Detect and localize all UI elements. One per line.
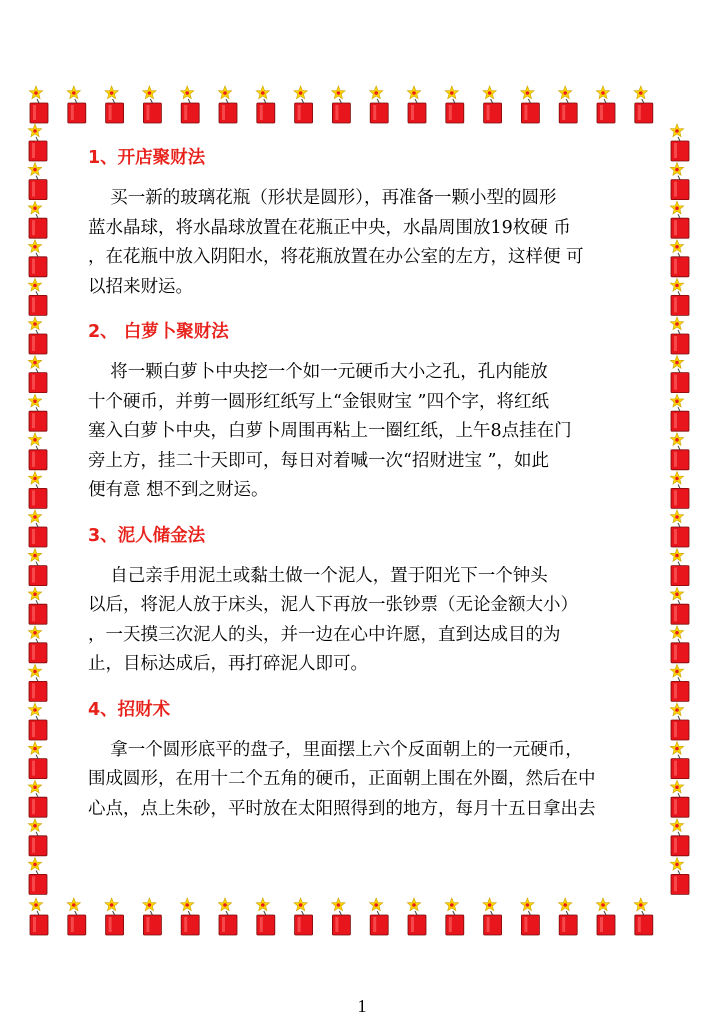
candle-icon [634,86,653,123]
candle-icon [28,587,47,624]
candle-icon [28,780,47,817]
candle-icon [28,549,47,586]
candle-icon [28,278,47,315]
paragraph-line: 拿一个圆形底平的盘子，里面摆上六个反面朝上的一元硬币， [88,739,583,760]
section-1 [88,146,644,302]
candle-icon [670,124,689,161]
candle-icon [28,124,47,161]
candle-icon [67,86,86,123]
candle-icon [670,819,689,856]
candle-icon [670,549,689,586]
paragraph-line: ，一天摸三次泥人的头，并一边在心中许愿，直到达成目的为 [88,624,561,645]
section-2 [88,320,644,506]
candle-icon [445,898,464,935]
candle-icon [28,703,47,740]
candle-icon [670,317,689,354]
candle-icon [28,240,47,277]
candle-icon [670,163,689,200]
candle-icon [634,898,653,935]
candle-icon [28,201,47,238]
paragraph [88,358,644,506]
candle-icon [670,201,689,238]
candle-icon [256,898,275,935]
candle-icon [105,86,124,123]
candle-icon [28,163,47,200]
paragraph-line: 便有意 想不到之财运。 [88,480,269,500]
paragraph-line: 买一新的玻璃花瓶（形状是圆形），再准备一颗小型的圆形 [88,188,557,208]
paragraph-line: 十个硬币，并剪一圆形红纸写上“金银财宝 ”四个字，将红纸 [88,391,549,412]
candle-icon [559,898,578,935]
paragraph-line: 将一颗白萝卜中央挖一个如一元硬币大小之孔，孔内能放 [88,362,548,382]
candle-icon [370,898,389,935]
candle-icon [28,510,47,547]
paragraph-line: 蓝水晶球，将水晶球放置在花瓶正中央，水晶周围放19枚硬 币 [88,217,571,238]
candle-icon [294,86,313,123]
candle-icon [28,857,47,894]
section-heading: 2、 白萝卜聚财法 [88,322,229,342]
candle-icon [218,898,237,935]
candle-icon [670,626,689,663]
candle-icon [181,86,200,123]
candle-icon [105,898,124,935]
candle-icon [559,86,578,123]
candle-icon [670,433,689,470]
candle-icon [670,240,689,277]
candle-icon [670,356,689,393]
candle-icon [670,471,689,508]
candle-icon [483,898,502,935]
page-number: 1 [357,996,367,1016]
paragraph-line: 心点，点上朱砂，平时放在太阳照得到的地方，每月十五日拿出去 [88,798,596,819]
candle-icon [181,898,200,935]
candle-icon [670,742,689,779]
candle-icon [28,742,47,779]
candle-icon [28,433,47,470]
candle-icon [143,86,162,123]
candle-icon [407,86,426,123]
paragraph-line: 旁上方，挂二十天即可，每日对着喊一次“招财进宝 ”，如此 [88,450,549,471]
section-4 [88,698,644,825]
candle-icon [28,394,47,431]
paragraph-line: 自己亲手用泥土或黏土做一个泥人，置于阳光下一个钟头 [88,565,548,586]
candle-icon [218,86,237,123]
candle-icon [28,664,47,701]
paragraph-line: 以后，将泥人放于床头，泥人下再放一张钞票（无论金额大小） [88,595,578,615]
document-body [88,146,644,842]
candle-icon [596,86,615,123]
candle-icon [670,857,689,894]
candle-icon [294,898,313,935]
candle-icon [596,898,615,935]
candle-icon [28,356,47,393]
section-3 [88,524,644,680]
candle-icon [670,780,689,817]
candle-icon [670,587,689,624]
candle-icon [29,898,48,935]
section-heading: 1、开店聚财法 [88,148,206,168]
candle-icon [370,86,389,123]
paragraph [88,562,644,680]
candle-icon [29,86,48,123]
paragraph-line: ，在花瓶中放入阴阳水，将花瓶放置在办公室的左方，这样便 可 [88,247,584,267]
paragraph [88,184,644,302]
candle-icon [670,703,689,740]
candle-icon [67,898,86,935]
section-heading: 3、泥人储金法 [88,525,206,546]
candle-icon [256,86,275,123]
candle-icon [28,471,47,508]
candle-icon [143,898,162,935]
section-heading: 4、招财术 [88,699,171,720]
paragraph-line: 围成圆形，在用十二个五角的硬币，正面朝上围在外圈，然后在中 [88,769,596,789]
candle-icon [28,317,47,354]
candle-icon [28,626,47,663]
candle-icon [332,898,351,935]
paragraph-line: 塞入白萝卜中央，白萝卜周围再粘上一圈红纸，上午8点挂在门 [88,421,572,441]
candle-icon [521,86,540,123]
candle-icon [28,819,47,856]
paragraph-line: 止，目标达成后，再打碎泥人即可。 [88,654,368,674]
candle-icon [332,86,351,123]
candle-icon [670,510,689,547]
candle-icon [670,394,689,431]
candle-icon [483,86,502,123]
candle-icon [445,86,464,123]
candle-icon [521,898,540,935]
candle-icon [670,664,689,701]
paragraph [88,736,644,825]
paragraph-line: 以招来财运。 [88,276,193,297]
candle-icon [407,898,426,935]
candle-icon [670,278,689,315]
